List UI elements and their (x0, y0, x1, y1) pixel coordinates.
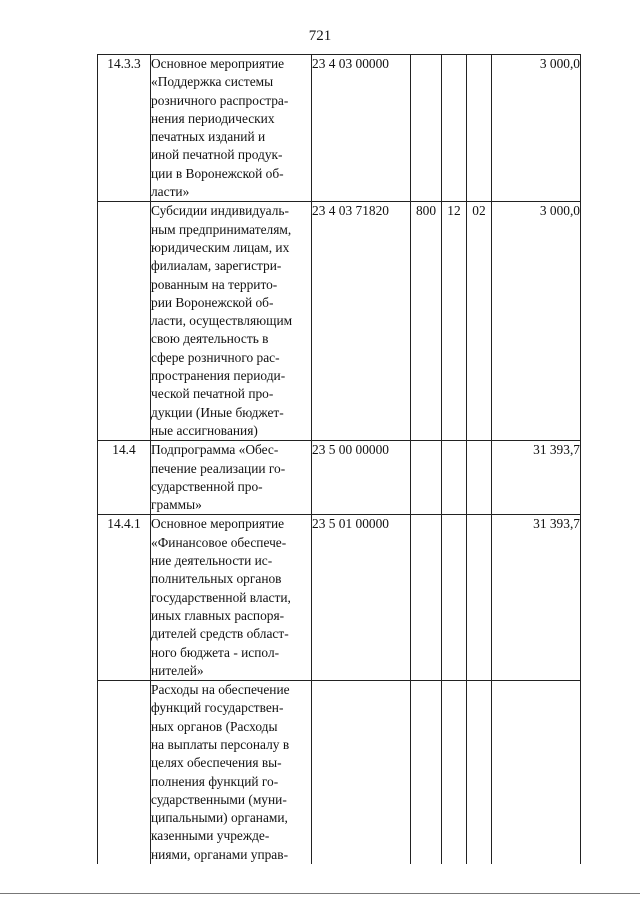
section-code (442, 55, 467, 202)
expense-type-code: 800 (411, 202, 442, 441)
row-number (98, 681, 151, 864)
expense-type-code (411, 681, 442, 864)
table-row (98, 515, 581, 681)
table-row (98, 202, 581, 441)
row-name: Подпрограмма «Обес- печение реализации го- сударственной про- граммы» (151, 441, 312, 515)
table-row (98, 441, 581, 515)
target-article-code (312, 681, 411, 864)
row-name: Основное мероприятие «Поддержка системы розничного распростра- нения периодических печатных изданий и иной печатной продук- ции в Воронежской об- ласти» (151, 55, 312, 202)
section-code: 12 (442, 202, 467, 441)
row-name: Расходы на обеспечение функций государствен- ных органов (Расходы на выплаты персоналу в целях обеспечения вы- полнения функций го- сударственными (муни- ципальными) органами, казенными учрежде- ниями, органами управ- (151, 681, 312, 864)
amount: 3 000,0 (492, 202, 581, 441)
expense-type-code (411, 55, 442, 202)
subsection-code (467, 55, 492, 202)
row-name: Субсидии индивидуаль- ным предпринимателям, юридическим лицам, их филиалам, зарегистри- рованным на террито- рии Воронежской об- ласти, осуществляющим свою деятельность в сфере розничного рас- пространения периоди- ческой печатной про- дукции (Иные бюджет- ные ассигнования) (151, 202, 312, 441)
budget-table (97, 54, 581, 864)
page-number: 721 (308, 28, 332, 44)
row-number: 14.3.3 (98, 55, 151, 202)
section-code (442, 441, 467, 515)
subsection-code: 02 (467, 202, 492, 441)
amount (492, 681, 581, 864)
table-row (98, 681, 581, 864)
row-number: 14.4 (98, 441, 151, 515)
amount: 3 000,0 (492, 55, 581, 202)
target-article-code: 23 4 03 00000 (312, 55, 411, 202)
section-code (442, 681, 467, 864)
expense-type-code (411, 441, 442, 515)
amount: 31 393,7 (492, 515, 581, 681)
section-code (442, 515, 467, 681)
page-bottom-rule (0, 893, 640, 894)
subsection-code (467, 681, 492, 864)
row-name: Основное мероприятие «Финансовое обеспече- ние деятельности ис- полнительных органов государственной власти, иных главных распоря- дителей средств област- ного бюджета - испол- нителей» (151, 515, 312, 681)
row-number (98, 202, 151, 441)
subsection-code (467, 441, 492, 515)
subsection-code (467, 515, 492, 681)
amount: 31 393,7 (492, 441, 581, 515)
table-row (98, 55, 581, 202)
expense-type-code (411, 515, 442, 681)
target-article-code: 23 4 03 71820 (312, 202, 411, 441)
target-article-code: 23 5 01 00000 (312, 515, 411, 681)
target-article-code: 23 5 00 00000 (312, 441, 411, 515)
row-number: 14.4.1 (98, 515, 151, 681)
